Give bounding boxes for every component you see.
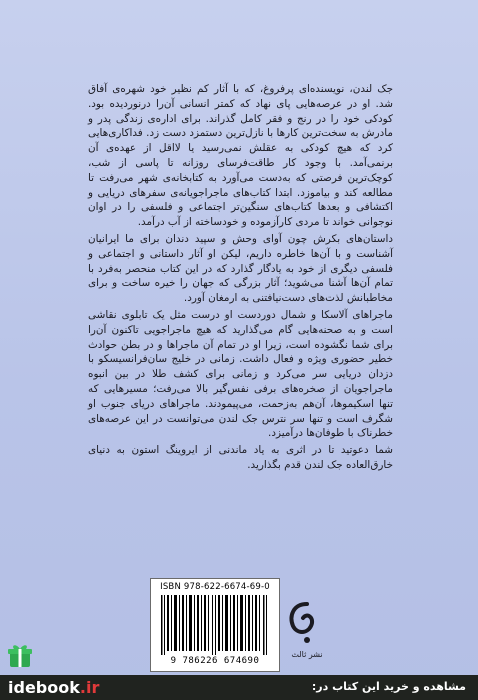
blurb-paragraph-2: داستان‌های بکرش چون آوای وحش و سپید دندان برای ما ایرانیان آشناست و با آن‌ها خاطره داریم، لیکن او آثار داستانی و اجتماعی و فلسفی دیگری از خود به یادگار گذارد که در این کتاب منحصر به‌فرد با تمام آن‌ها آشنا می‌شوید؛ آثار بزرگی که جهان را خیره ساخت و برای مخاطبانش لذت‌های دست‌نیافتنی به ارمغان آورد. (88, 232, 393, 305)
barcode-digits: 9 786226 674690 (170, 656, 260, 666)
blurb-paragraph-4: شما دعوتید تا در اثری به یاد ماندنی از ایروینگ استون به دنیای خارق‌العاده جک لندن قدم بگذارید. (88, 444, 393, 471)
blurb-paragraph-3: ماجراهای آلاسکا و شمال دوردست او درست مثل یک تابلوی نقاشی است و به صحنه‌هایی گام می‌گذارید که هیچ ماجراجویی تاکنون آن‌را برای شما نگشوده است، زیرا او در تمام آن ماجراها و در بطن حوادث خطیر حضوری ویژه و فعال داشت. زمانی در خلیج سان‌فرانسیسکو با دزدان دریایی سر می‌کرد و زمانی برای کشف طلا در بین انبوه ماجراجویان از صخره‌های برفی نفس‌گیر بالا می‌رفت؛ مسیرهایی که تنها اسکیموها، آن‌هم به‌زحمت، می‌پیمودند. ماجراهای دریای جنوب او شگرف است و تنها سر نترس جک لندن می‌توانست در این عرصه‌های خطرناک با طوفان‌ها درآمیزد. (88, 308, 393, 440)
publisher-logo-icon (285, 600, 329, 656)
footer-tagline: مشاهده و خرید این کتاب در: (311, 680, 466, 693)
barcode-icon (159, 595, 271, 655)
site-logo-domain: .ir (79, 678, 100, 697)
site-logo-text: idebook (8, 678, 80, 697)
isbn-barcode (150, 578, 280, 672)
publisher-name: نشر ثالث (291, 650, 323, 659)
blurb-paragraph-1: جک لندن، نویسنده‌ای پرفروغ، که با آثار کم نظیر خود شهره‌ی آفاق شد. او در عرصه‌هایی پای نهاد که کمتر انسانی آن‌را درنوردیده بود. کودکی خود را در رنج و فقر کامل گذراند. برای اداره‌ی زندگی پدر و مادرش به سخت‌ترین کارها با نازل‌ترین دستمزد دست زد. فداکاری‌هایی کرد که هیچ کودکی به عقلش نمی‌رسید یا لااقل از عهده‌ی آن برنمی‌آمد. با وجود کار طاقت‌فرسای روزانه تا پاسی از شب، کوچک‌ترین فرصتی که به‌دست می‌آورد به کتابخانه‌ی شهر می‌رفت تا مطالعه کند و بیاموزد. ابتدا کتاب‌های ماجراجویانه‌ی سفرهای دریایی و اکتشافی و بعدها کتاب‌های سنگین‌تر اجتماعی و فلسفی را در اوان نوجوانی خواند تا مردی کارآزموده و خودساخته از آب درآمد. (88, 83, 393, 229)
site-logo[interactable] (8, 678, 99, 697)
isbn-label: ISBN 978-622-6674-69-0 (160, 582, 270, 592)
footer-bar (0, 675, 478, 700)
gift-icon (8, 643, 32, 669)
blurb-text (88, 82, 393, 475)
